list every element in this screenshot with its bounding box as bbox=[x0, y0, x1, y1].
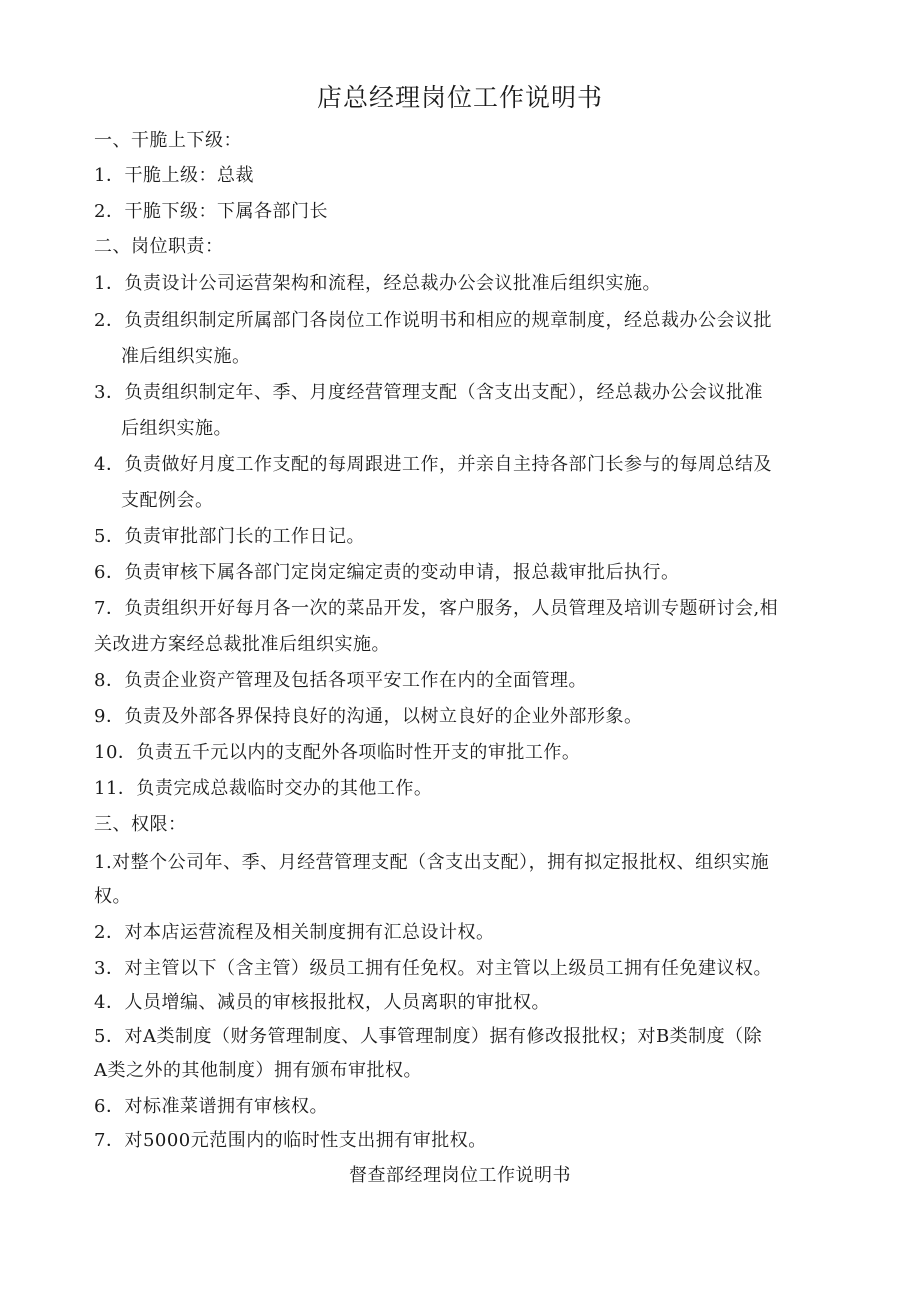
list-item: 2．负责组织制定所属部门各岗位工作说明书和相应的规章制度，经总裁办公会议批 bbox=[94, 310, 772, 331]
section-heading-duties: 二、岗位职责： bbox=[94, 236, 224, 257]
list-item: 1．干脆上级：总裁 bbox=[94, 165, 254, 186]
document-title: 店总经理岗位工作说明书 bbox=[316, 83, 603, 112]
list-item: 5．对A类制度（财务管理制度、人事管理制度）据有修改报批权；对B类制度（除 bbox=[94, 1026, 763, 1047]
next-document-title: 督查部经理岗位工作说明书 bbox=[349, 1165, 571, 1186]
list-item: 11．负责完成总裁临时交办的其他工作。 bbox=[94, 778, 433, 799]
list-item: 5．负责审批部门长的工作日记。 bbox=[94, 526, 365, 547]
list-item: 6．对标准菜谱拥有审核权。 bbox=[94, 1096, 328, 1117]
list-item: 4．负责做好月度工作支配的每周跟进工作，并亲自主持各部门长参与的每周总结及 bbox=[94, 454, 772, 475]
list-item: 1．负责设计公司运营架构和流程，经总裁办公会议批准后组织实施。 bbox=[94, 273, 661, 294]
list-item: 2．干脆下级：下属各部门长 bbox=[94, 201, 328, 222]
list-item: 7．对5000元范围内的临时性支出拥有审批权。 bbox=[94, 1130, 487, 1151]
list-item-continuation: A类之外的其他制度）拥有颁布审批权。 bbox=[94, 1060, 422, 1081]
list-item-continuation: 权。 bbox=[94, 886, 131, 907]
list-item: 6．负责审核下属各部门定岗定编定责的变动申请，报总裁审批后执行。 bbox=[94, 562, 680, 583]
list-item-continuation: 支配例会。 bbox=[121, 490, 214, 511]
list-item: 4．人员增编、减员的审核报批权，人员离职的审批权。 bbox=[94, 992, 550, 1013]
list-item-continuation: 关改进方案经总裁批准后组织实施。 bbox=[94, 634, 390, 655]
list-item: 2．对本店运营流程及相关制度拥有汇总设计权。 bbox=[94, 922, 495, 943]
list-item: 3．对主管以下（含主管）级员工拥有任免权。对主管以上级员工拥有任免建议权。 bbox=[94, 958, 772, 979]
section-heading-reporting: 一、干脆上下级： bbox=[94, 130, 242, 151]
list-item: 7．负责组织开好每月各一次的菜品开发，客户服务，人员管理及培训专题研讨会,相 bbox=[94, 598, 779, 619]
section-heading-authority: 三、权限： bbox=[94, 814, 187, 835]
list-item-continuation: 后组织实施。 bbox=[121, 418, 232, 439]
list-item-continuation: 准后组织实施。 bbox=[121, 346, 251, 367]
list-item: 8．负责企业资产管理及包括各项平安工作在内的全面管理。 bbox=[94, 670, 587, 691]
list-item: 10．负责五千元以内的支配外各项临时性开支的审批工作。 bbox=[94, 742, 581, 763]
list-item: 9．负责及外部各界保持良好的沟通，以树立良好的企业外部形象。 bbox=[94, 706, 643, 727]
list-item: 1.对整个公司年、季、月经营管理支配（含支出支配），拥有拟定报批权、组织实施 bbox=[94, 852, 770, 873]
list-item: 3．负责组织制定年、季、月度经营管理支配（含支出支配），经总裁办公会议批准 bbox=[94, 382, 763, 403]
